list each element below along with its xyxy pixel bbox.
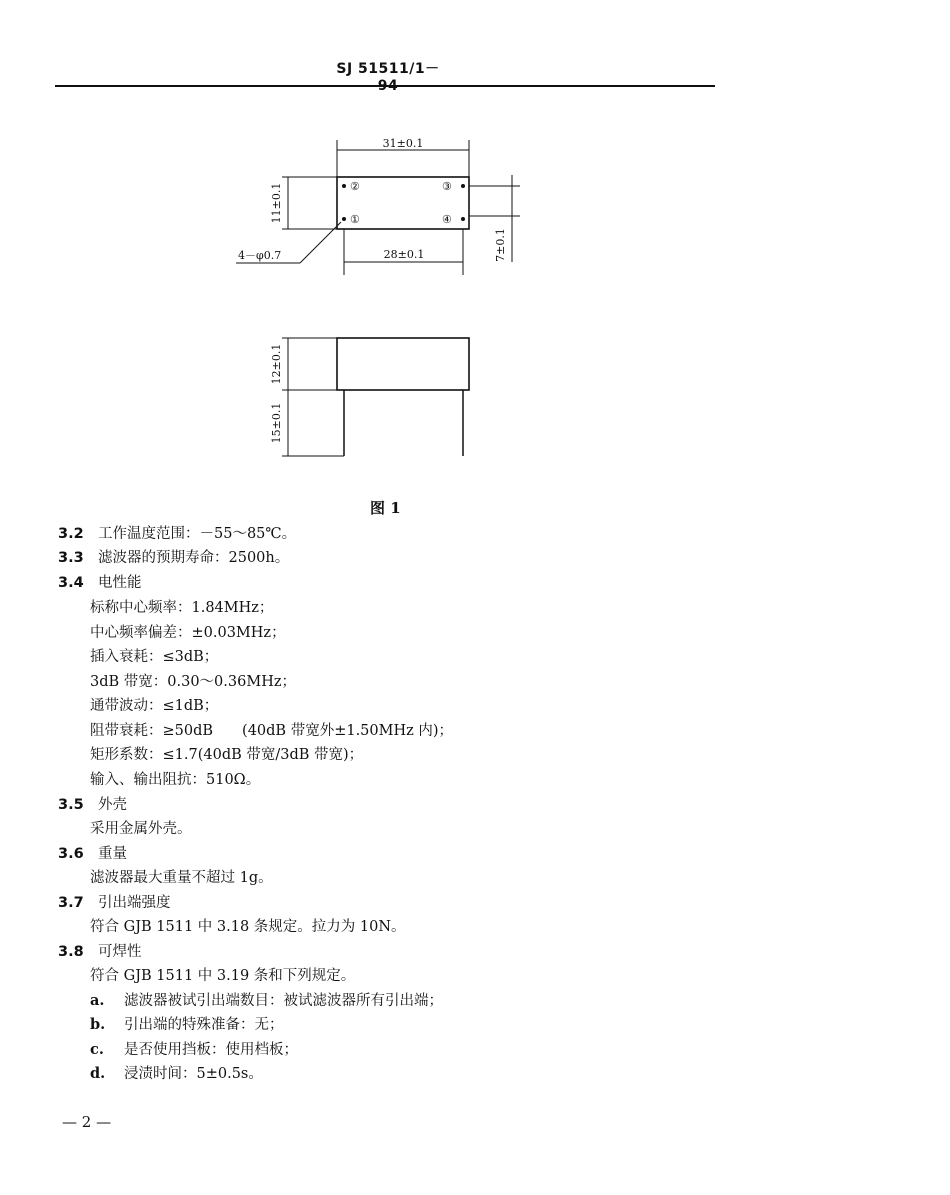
section-number: 3.8 — [58, 944, 84, 960]
solder-item-b — [90, 1015, 284, 1035]
pin-dot-3 — [461, 184, 465, 188]
dim-width: 31±0.1 — [382, 137, 424, 150]
solder-item-a — [90, 991, 443, 1011]
pin-label-3: ③ — [442, 180, 452, 193]
section-number: 3.2 — [58, 526, 84, 542]
item-text: 引出端的特殊准备：无； — [124, 1017, 284, 1033]
pin-dot-2 — [342, 184, 346, 188]
section-number: 3.4 — [58, 575, 84, 591]
electrical-item: 矩形系数：≤1.7(40dB 带宽/3dB 带宽)； — [90, 747, 364, 763]
dim-height: 11±0.1 — [270, 182, 283, 224]
weight-text: 滤波器最大重量不超过 1g。 — [90, 870, 273, 886]
electrical-item: 中心频率偏差：±0.03MHz； — [90, 625, 286, 641]
solder-item-c — [90, 1040, 298, 1060]
electrical-item: 通带波动：≤1dB； — [90, 698, 219, 714]
item-text: 滤波器被试引出端数目：被试滤波器所有引出端； — [124, 993, 443, 1009]
section-3-4 — [58, 573, 142, 593]
dim-pin-spacing: 28±0.1 — [383, 248, 425, 261]
section-number: 3.6 — [58, 846, 84, 862]
pin-label-4: ④ — [442, 213, 452, 226]
dim-lead-length: 15±0.1 — [270, 402, 283, 444]
section-number: 3.3 — [58, 550, 84, 566]
dim-pin-pitch: 7±0.1 — [494, 228, 507, 262]
section-title: 外壳 — [98, 797, 127, 813]
electrical-item: 插入衰耗：≤3dB； — [90, 649, 219, 665]
electrical-item: 标称中心频率：1.84MHz； — [90, 600, 274, 616]
case-text: 采用金属外壳。 — [90, 821, 192, 837]
terminal-text: 符合 GJB 1511 中 3.18 条规定。拉力为 10N。 — [90, 919, 406, 935]
electrical-item: 阻带衰耗：≥50dB (40dB 带宽外±1.50MHz 内)； — [90, 723, 454, 739]
section-title: 引出端强度 — [98, 895, 171, 911]
section-title: 滤波器的预期寿命：2500h。 — [98, 550, 290, 566]
pin-label-2: ② — [350, 180, 360, 193]
figure-caption: 图 1 — [370, 499, 401, 517]
solder-text: 符合 GJB 1511 中 3.19 条和下列规定。 — [90, 968, 356, 984]
section-title: 重量 — [98, 846, 127, 862]
pin-hole-label: 4－φ0.7 — [238, 249, 282, 262]
pin-dot-1 — [342, 217, 346, 221]
side-view-body — [337, 338, 469, 390]
page-number: — 2 — — [62, 1113, 112, 1131]
section-3-5 — [58, 795, 127, 815]
section-title: 可焊性 — [98, 944, 142, 960]
document-code: SJ 51511/1－94 — [336, 61, 440, 94]
item-text: 是否使用挡板：使用档板； — [124, 1042, 298, 1058]
section-number: 3.5 — [58, 797, 84, 813]
section-3-3 — [58, 548, 289, 568]
solder-item-d — [90, 1064, 263, 1084]
item-label: d. — [90, 1065, 106, 1082]
item-text: 浸渍时间：5±0.5s。 — [124, 1066, 263, 1082]
electrical-item: 输入、输出阻抗：510Ω。 — [90, 772, 261, 788]
section-title: 电性能 — [98, 575, 142, 591]
figure-1-drawing — [0, 0, 950, 490]
section-3-7 — [58, 893, 171, 913]
electrical-item: 3dB 带宽：0.30～0.36MHz； — [90, 674, 296, 690]
section-3-6 — [58, 844, 127, 864]
section-title: 工作温度范围：－55～85℃。 — [98, 526, 297, 542]
pin-label-1: ① — [350, 213, 360, 226]
item-label: b. — [90, 1016, 106, 1033]
item-label: a. — [90, 992, 105, 1009]
section-3-8 — [58, 942, 142, 962]
section-number: 3.7 — [58, 895, 84, 911]
section-3-2 — [58, 524, 296, 544]
dim-body-height: 12±0.1 — [270, 343, 283, 385]
item-label: c. — [90, 1041, 104, 1058]
pin-dot-4 — [461, 217, 465, 221]
